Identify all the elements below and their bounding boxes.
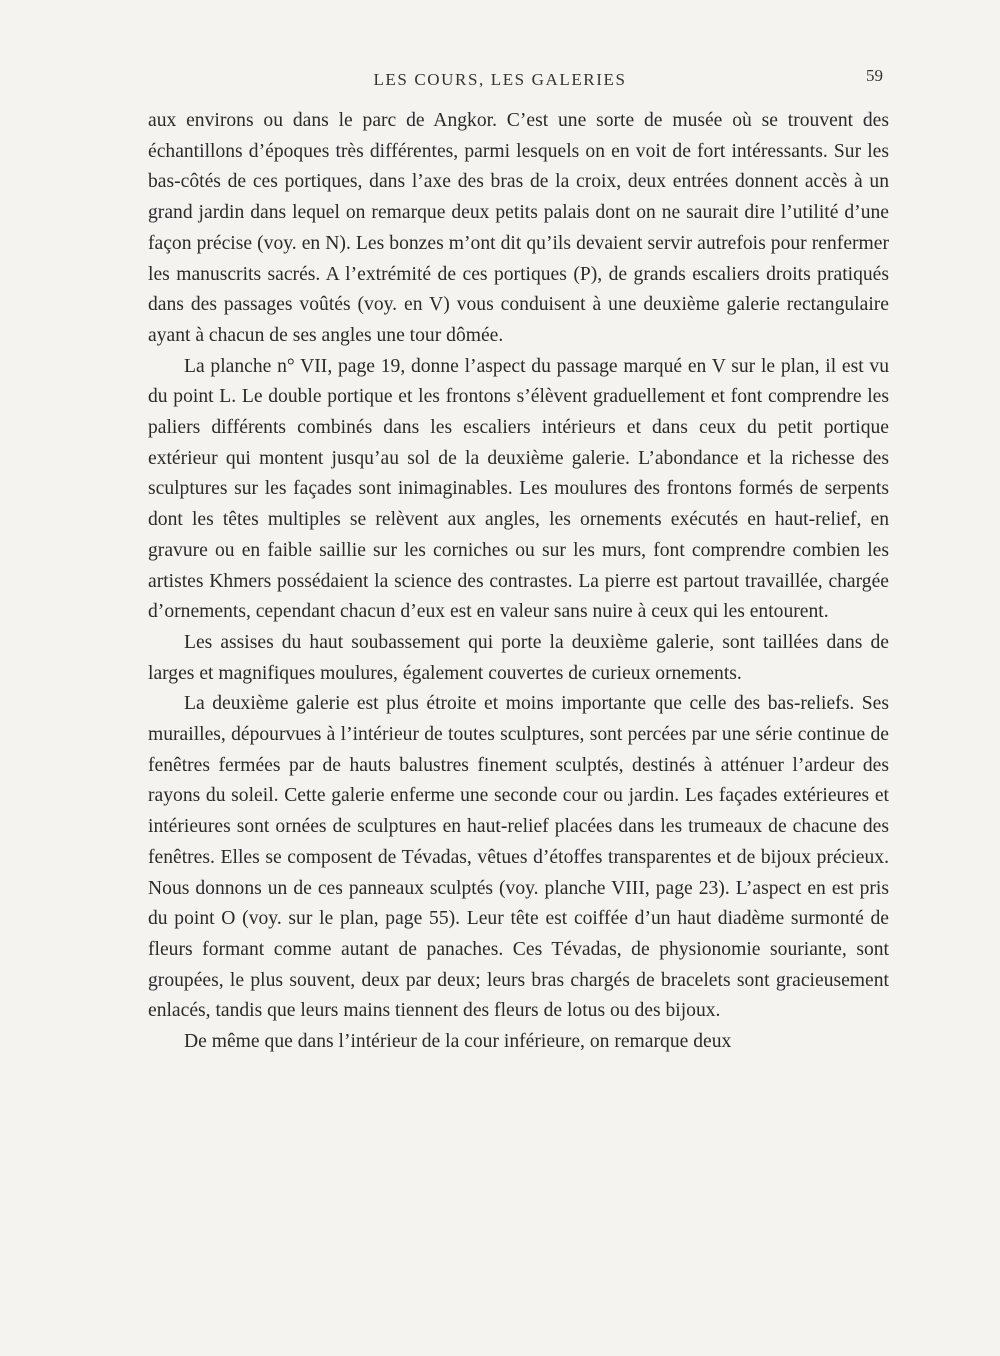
running-title: LES COURS, LES GALERIES <box>373 70 627 89</box>
running-head <box>0 66 1000 94</box>
paragraph-5: De même que dans l’intérieur de la cour inférieure, on remarque deux <box>184 1031 732 1053</box>
body-text <box>148 106 889 1058</box>
paragraph-3: Les assises du haut soubassement qui porte la deuxième galerie, sont taillées dans de larges et magnifiques moulures, également couvertes de curieux ornements. <box>148 631 889 684</box>
paragraph-1: aux environs ou dans le parc de Angkor. C’est une sorte de musée où se trouvent des échantillons d’époques très différentes, parmi lesquels on en voit de fort intéressants. Sur les bas-côtés de ces portiques, dans l’axe des bras de la croix, deux entrées donnent accès à un grand jardin dans lequel on remarque deux petits palais dont on ne saurait dire l’utilité d’une façon précise (voy. en N). Les bonzes m’ont dit qu’ils devaient servir autrefois pour renfermer les manuscrits sacrés. A l’extrémité de ces portiques (P), de grands escaliers droits pratiqués dans des passages voûtés (voy. en V) vous conduisent à une deuxième galerie rectangulaire ayant à chacun de ses angles une tour dômée. <box>148 110 889 346</box>
page-number: 59 <box>866 66 883 85</box>
paragraph-4: La deuxième galerie est plus étroite et moins importante que celle des bas-reliefs. Ses murailles, dépourvues à l’intérieur de toutes sculptures, sont percées par une série continue de fenêtres fermées par de hauts balustres finement sculptés, destinés à atténuer l’ardeur des rayons du soleil. Cette galerie enferme une seconde cour ou jardin. Les façades extérieures et intérieures sont ornées de sculptures en haut-relief placées dans les trumeaux de chacune des fenêtres. Elles se composent de Tévadas, vêtues d’étoffes transparentes et de bijoux précieux. Nous donnons un de ces panneaux sculptés (voy. planche VIII, page 23). L’aspect en est pris du point O (voy. sur le plan, page 55). Leur tête est coiffée d’un haut diadème surmonté de fleurs formant comme autant de panaches. Ces Tévadas, de physionomie souriante, sont groupées, le plus souvent, deux par deux; leurs bras chargés de bracelets sont gracieusement enlacés, tandis que leurs mains tiennent des fleurs de lotus ou des bijoux. <box>148 693 889 1022</box>
paragraph-2: La planche n° VII, page 19, donne l’aspect du passage marqué en V sur le plan, il est vu du point L. Le double portique et les frontons s’élèvent graduellement et font comprendre les paliers différents combinés dans les escaliers intérieurs et dans ceux du petit portique extérieur qui montent jusqu’au sol de la deuxième galerie. L’abondance et la richesse des sculptures sur les façades sont inimaginables. Les moulures des frontons formés de serpents dont les têtes multiples se relèvent aux angles, les ornements exécutés en haut-relief, en gravure ou en faible saillie sur les corniches ou sur les murs, font comprendre combien les artistes Khmers possédaient la science des contrastes. La pierre est partout travaillée, chargée d’ornements, cependant chacun d’eux est en valeur sans nuire à ceux qui les entourent. <box>148 355 889 623</box>
